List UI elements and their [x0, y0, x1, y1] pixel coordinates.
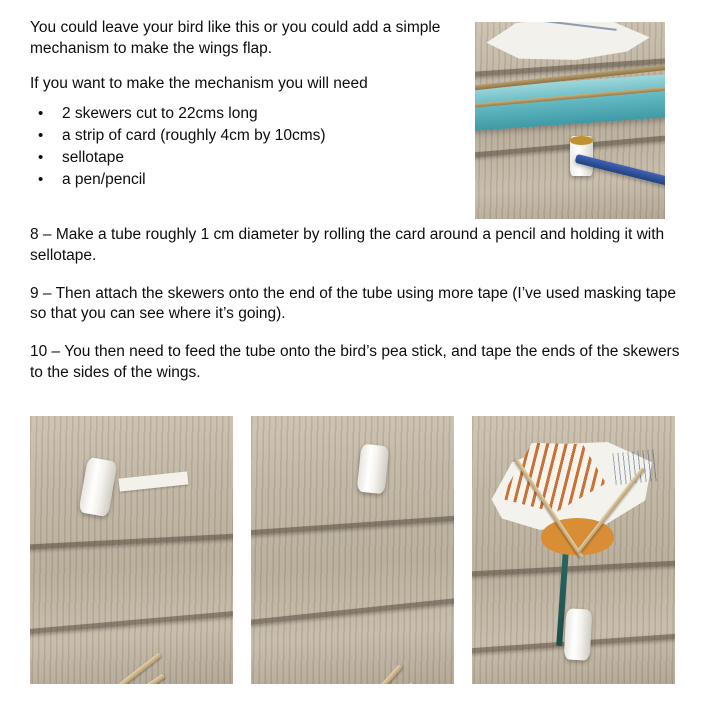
list-item: • 2 skewers cut to 22cms long [30, 104, 460, 125]
card-tube [356, 444, 389, 495]
materials-heading: If you want to make the mechanism you will need [30, 74, 368, 92]
materials-list [30, 104, 460, 191]
intro-text-column [30, 18, 460, 205]
photo-skewers-attached-to-tube [251, 416, 454, 684]
wood-grain [251, 416, 454, 684]
photo-tube-with-tape-and-skewers [30, 416, 233, 684]
list-item: • a pen/pencil [30, 170, 460, 191]
photo-materials-on-decking [475, 22, 665, 219]
intro-paragraph: You could leave your bird like this or you could add a simple mechanism to make the wings flap. [30, 19, 441, 57]
photo-bird-on-pea-stick-with-mechanism [472, 416, 675, 684]
steps-text-column [30, 225, 680, 401]
step-9-paragraph: 9 – Then attach the skewers onto the end of the tube using more tape (I’ve used masking tape so that you can see where it’s going). [30, 284, 676, 323]
wood-grain [30, 416, 233, 684]
step-8-paragraph: 8 – Make a tube roughly 1 cm diameter by rolling the card around a pencil and holding it with sellotape. [30, 226, 665, 264]
list-item: • a strip of card (roughly 4cm by 10cms) [30, 126, 460, 147]
card-tube [564, 608, 593, 660]
list-item: • sellotape [30, 148, 460, 169]
step-10-paragraph: 10 – You then need to feed the tube onto the bird’s pea stick, and tape the ends of the skewers to the sides of the wings. [30, 343, 680, 381]
